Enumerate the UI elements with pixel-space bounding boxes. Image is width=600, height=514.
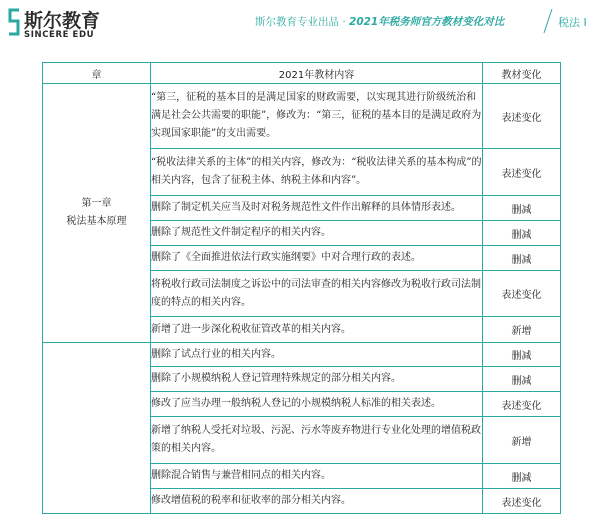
row-content: “税收法律关系的主体”的相关内容，修改为：“税收法律关系的基本构成”的相关内容，包含了征税主体、纳税主体和内容”。: [151, 149, 483, 196]
subject-tag: 税法 I: [558, 16, 587, 29]
table-row: [43, 343, 561, 367]
header-tagline: [255, 14, 504, 29]
row-content: 修改了应当办理一般纳税人登记的小规模纳税人标准的相关表述。: [151, 392, 483, 417]
page-header: [0, 0, 600, 50]
row-change: 删减: [483, 343, 561, 367]
header-change: 教材变化: [483, 63, 561, 84]
chapter-2-cell: [43, 343, 151, 514]
tagline-bold: 2021年税务师官方教材变化对比: [349, 16, 505, 28]
row-content: 新增了纳税人受托对垃圾、污泥、污水等废弃物进行专业化处理的增值税政策的相关内容。: [151, 417, 483, 464]
chapter-1-cell: [43, 84, 151, 343]
row-content: 删除混合销售与兼营相同点的相关内容。: [151, 464, 483, 489]
logo-text: 斯尔教育: [24, 10, 101, 32]
row-content: 删除了小规模纳税人登记管理特殊规定的部分相关内容。: [151, 367, 483, 392]
row-change: 表述变化: [483, 489, 561, 514]
row-content: 删除了制定机关应当及时对税务规范性文件作出解释的具体情形表述。: [151, 196, 483, 221]
table-header-row: [43, 63, 561, 84]
row-content: 新增了进一步深化税收征管改革的相关内容。: [151, 317, 483, 343]
row-change: 表述变化: [483, 392, 561, 417]
row-content: 删除了《全面推进依法行政实施纲要》中对合理行政的表述。: [151, 246, 483, 271]
row-change: 表述变化: [483, 84, 561, 149]
row-content: 修改增值税的税率和征收率的部分相关内容。: [151, 489, 483, 514]
row-change: 删减: [483, 221, 561, 246]
logo-s-icon: [7, 8, 21, 36]
row-change: 新增: [483, 417, 561, 464]
row-change: 新增: [483, 317, 561, 343]
row-change: 删减: [483, 246, 561, 271]
row-change: 表述变化: [483, 149, 561, 196]
row-change: 删减: [483, 196, 561, 221]
tagline-plain: 斯尔教育专业出品 ·: [255, 16, 350, 28]
row-change: 删减: [483, 464, 561, 489]
row-content: “第三，征税的基本目的是满足国家的财政需要，以实现其进行阶级统治和满足社会公共需要的职能”，修改为：“第三，征税的基本目的是满足政府为实现国家职能”的支出需要。: [151, 84, 483, 149]
row-content: 删除了试点行业的相关内容。: [151, 343, 483, 367]
header-separator: [540, 8, 556, 34]
header-chapter: 章: [43, 63, 151, 84]
header-content: 2021年教材内容: [151, 63, 483, 84]
comparison-table: [42, 62, 561, 514]
table-row: [43, 84, 561, 149]
row-content: 删除了规范性文件制定程序的相关内容。: [151, 221, 483, 246]
row-content: 将税收行政司法制度之诉讼中的司法审查的相关内容修改为税收行政司法制度的特点的相关内容。: [151, 271, 483, 317]
chapter-1-number: 第一章: [81, 198, 112, 209]
row-change: 删减: [483, 367, 561, 392]
logo-subtext: SINCERE EDU: [24, 30, 95, 40]
row-change: 表述变化: [483, 271, 561, 317]
chapter-1-title: 税法基本原理: [66, 216, 127, 227]
